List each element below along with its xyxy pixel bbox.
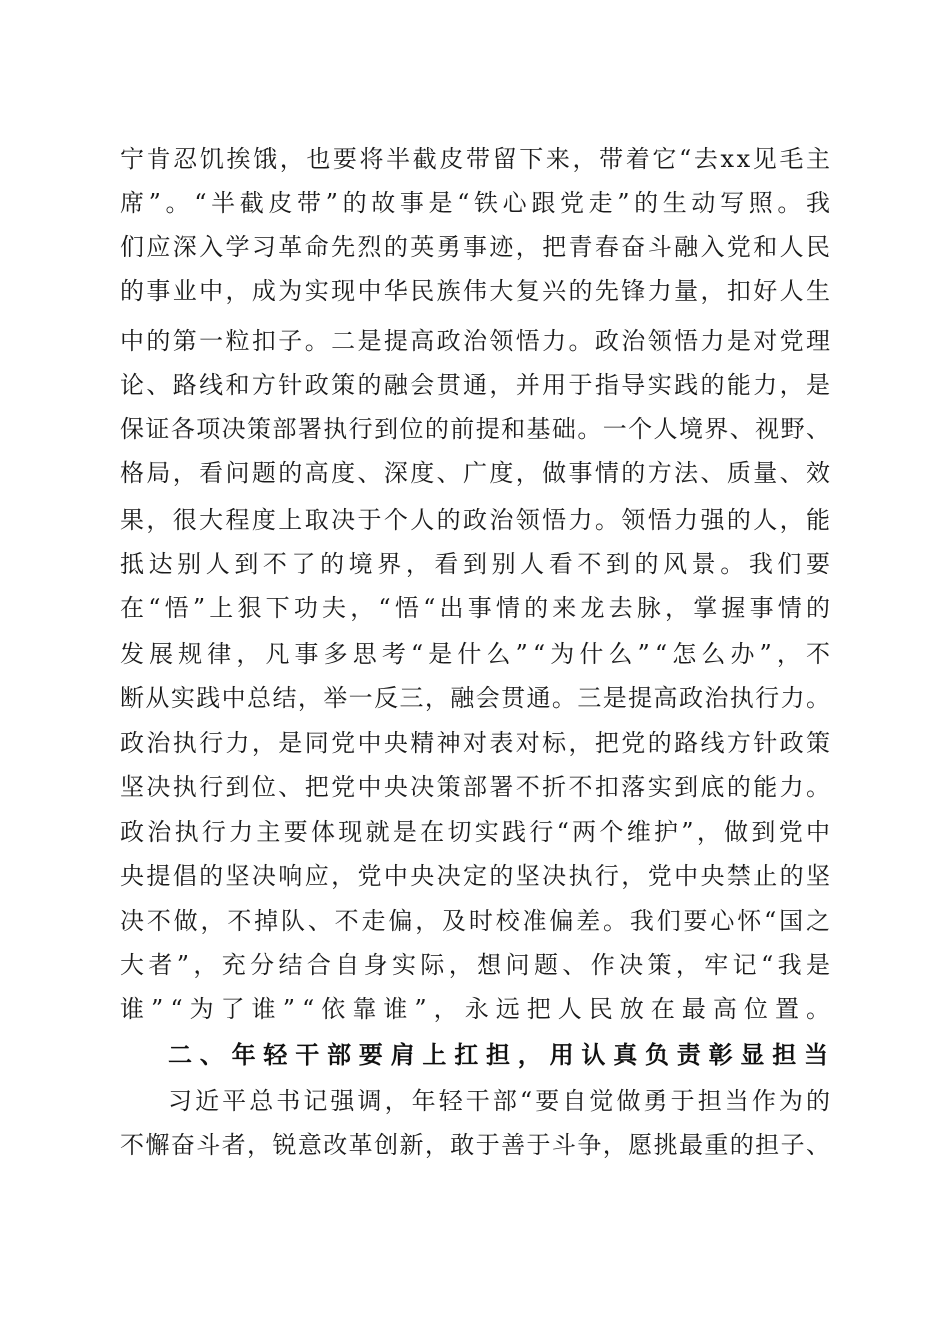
paragraph-line: 谁”“为了谁”“依靠谁”，永远把人民放在最高位置。	[120, 995, 838, 1023]
paragraph-line: 论、路线和方针政策的融会贯通，并用于指导实践的能力，是	[120, 371, 833, 399]
paragraph-line: 在“悟”上狠下功夫，“悟“出事情的来龙去脉，掌握事情的	[120, 594, 835, 622]
paragraph-line: 大者”，充分结合自身实际，想问题、作决策，牢记“我是	[120, 951, 835, 979]
section-heading: 二、年轻干部要肩上扛担，用认真负责彰显担当	[168, 1041, 836, 1069]
paragraph-line: 发展规律，凡事多思考“是什么”“为什么”“怎么办”，不	[120, 640, 836, 668]
paragraph-line: 抵达别人到不了的境界，看到别人看不到的风景。我们要	[120, 550, 835, 578]
paragraph-line: 政治执行力主要体现就是在切实践行“两个维护”，做到党中	[120, 818, 834, 846]
paragraph-line: 政治执行力，是同党中央精神对表对标，把党的路线方针政策	[120, 729, 833, 757]
paragraph-line: 的事业中，成为实现中华民族伟大复兴的先锋力量，扣好人生	[120, 277, 833, 305]
paragraph-line: 席”。“半截皮带”的故事是“铁心跟党走”的生动写照。我	[120, 189, 835, 217]
paragraph-line: 格局，看问题的高度、深度、广度，做事情的方法、质量、效	[120, 459, 833, 487]
paragraph-line: 决不做，不掉队、不走偏，及时校准偏差。我们要心怀“国之	[120, 907, 833, 935]
paragraph-line: 不懈奋斗者，锐意改革创新，敢于善于斗争，愿挑最重的担子、	[120, 1131, 832, 1159]
paragraph-line: 习近平总书记强调，年轻干部“要自觉做勇于担当作为的	[168, 1087, 834, 1115]
paragraph-line: 果，很大程度上取决于个人的政治领悟力。领悟力强的人，能	[120, 506, 833, 534]
paragraph-line: 断从实践中总结，举一反三，融会贯通。三是提高政治执行力。	[120, 684, 832, 712]
paragraph-line: 央提倡的坚决响应，党中央决定的坚决执行，党中央禁止的坚	[120, 862, 833, 890]
paragraph-line: 们应深入学习革命先烈的英勇事迹，把青春奋斗融入党和人民	[120, 233, 833, 261]
paragraph-line: 保证各项决策部署执行到位的前提和基础。一个人境界、视野、	[120, 415, 832, 443]
paragraph-line: 中的第一粒扣子。二是提高政治领悟力。政治领悟力是对党理	[120, 327, 833, 355]
paragraph-line: 坚决执行到位、把党中央决策部署不折不扣落实到底的能力。	[120, 773, 833, 801]
paragraph-line: 宁肯忍饥挨饿，也要将半截皮带留下来，带着它“去xx见毛主	[120, 145, 833, 173]
